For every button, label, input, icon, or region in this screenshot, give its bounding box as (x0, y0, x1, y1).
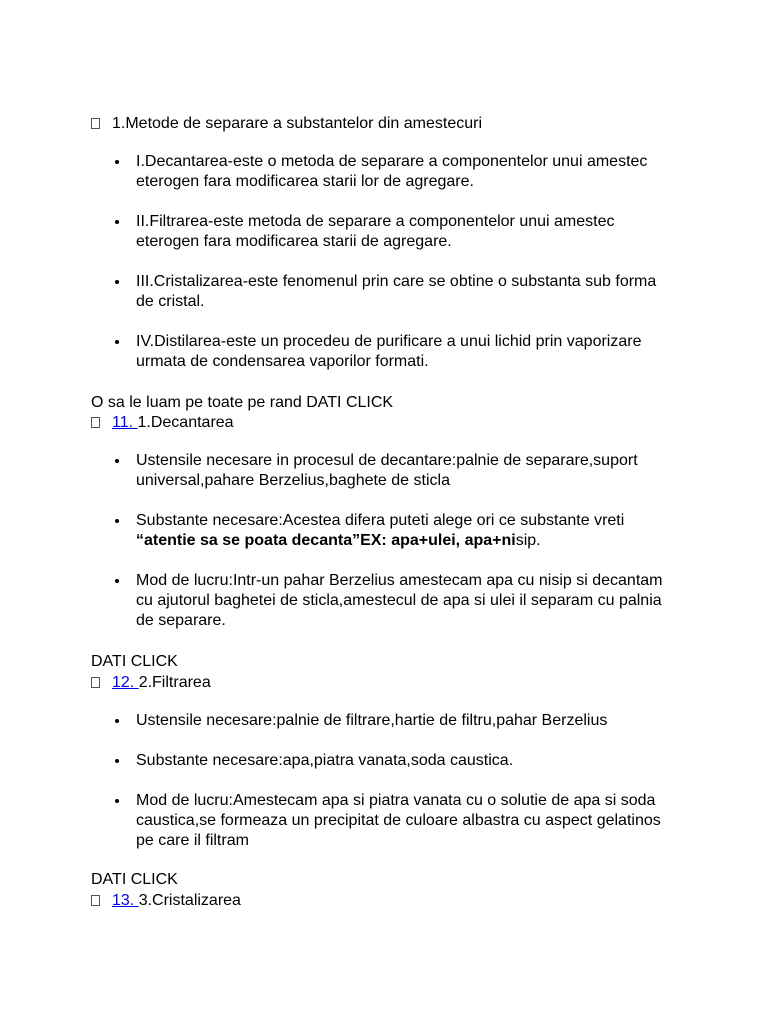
list-item (115, 451, 680, 491)
list-item-text: Ustensile necesare:palnie de filtrare,hartie de filtru,pahar Berzelius (136, 712, 608, 729)
bullet-dot-icon (115, 160, 119, 164)
section-heading-metode (91, 114, 482, 134)
bullet-dot-icon (115, 340, 119, 344)
checkbox-square-icon (91, 895, 100, 906)
list-item-text: II.Filtrarea-este metoda de separare a componentelor unui amestec eterogen fara modificarea starii de agregare. (136, 213, 615, 250)
section-title: 1.Decantarea (137, 414, 234, 431)
link-13[interactable]: 13. (112, 892, 139, 909)
list-item (115, 332, 675, 372)
heading-text: 1.Metode de separare a substantelor din amestecuri (112, 115, 482, 132)
metode-list (115, 152, 675, 372)
list-item-text: Substante necesare:Acestea difera puteti alege ori ce substante vreti (136, 512, 625, 529)
checkbox-square-icon (91, 118, 100, 129)
section-title: 3.Cristalizarea (138, 892, 241, 909)
section-heading-filtrarea (91, 673, 211, 693)
bullet-dot-icon (115, 280, 119, 284)
list-item-text: Substante necesare:apa,piatra vanata,soda caustica. (136, 752, 514, 769)
bullet-dot-icon (115, 759, 119, 763)
list-item (115, 152, 675, 192)
decantare-list (115, 451, 680, 631)
filtrare-list (115, 711, 675, 851)
section-heading-cristalizarea (91, 891, 241, 911)
list-item-bold-text: “atentie sa se poata decanta”EX: apa+ulei, apa+ni (136, 532, 516, 549)
bullet-dot-icon (115, 519, 119, 523)
list-item-text: Mod de lucru:Amestecam apa si piatra vanata cu o solutie de apa si soda caustica,se formeaza un precipitat de culoare albastra cu aspect gelatinos pe care il filtram (136, 792, 661, 849)
bullet-dot-icon (115, 579, 119, 583)
list-item (115, 751, 675, 771)
intro-text: O sa le luam pe toate pe rand DATI CLICK (91, 394, 394, 411)
list-item-text: Mod de lucru:Intr-un pahar Berzelius amestecam apa cu nisip si decantam cu ajutorul baghetei de sticla,amestecul de apa si ulei il separam cu palnia de separare. (136, 572, 663, 629)
list-item-text: Ustensile necesare in procesul de decantare:palnie de separare,suport universal,pahare Berzelius,baghete de sticla (136, 452, 638, 489)
list-item (115, 511, 680, 551)
list-item (115, 571, 680, 631)
list-item-text: I.Decantarea-este o metoda de separare a componentelor unui amestec eterogen fara modificarea starii lor de agregare. (136, 153, 648, 190)
bullet-dot-icon (115, 459, 119, 463)
click-text: DATI CLICK (91, 653, 178, 670)
list-item-text: IV.Distilarea-este un procedeu de purificare a unui lichid prin vaporizare urmata de condensarea vaporilor formati. (136, 333, 642, 370)
list-item-text-tail: sip. (515, 532, 541, 549)
list-item-text: III.Cristalizarea-este fenomenul prin care se obtine o substanta sub forma de cristal. (136, 273, 657, 310)
section-heading-decantarea (91, 413, 234, 433)
checkbox-square-icon (91, 417, 100, 428)
bullet-dot-icon (115, 220, 119, 224)
section-title: 2.Filtrarea (138, 674, 211, 691)
list-item (115, 212, 675, 252)
bullet-dot-icon (115, 719, 119, 723)
list-item (115, 791, 675, 851)
click-text: DATI CLICK (91, 871, 178, 888)
link-11[interactable]: 11. (112, 414, 138, 431)
bullet-dot-icon (115, 799, 119, 803)
list-item (115, 272, 675, 312)
list-item (115, 711, 675, 731)
checkbox-square-icon (91, 677, 100, 688)
link-12[interactable]: 12. (112, 674, 139, 691)
